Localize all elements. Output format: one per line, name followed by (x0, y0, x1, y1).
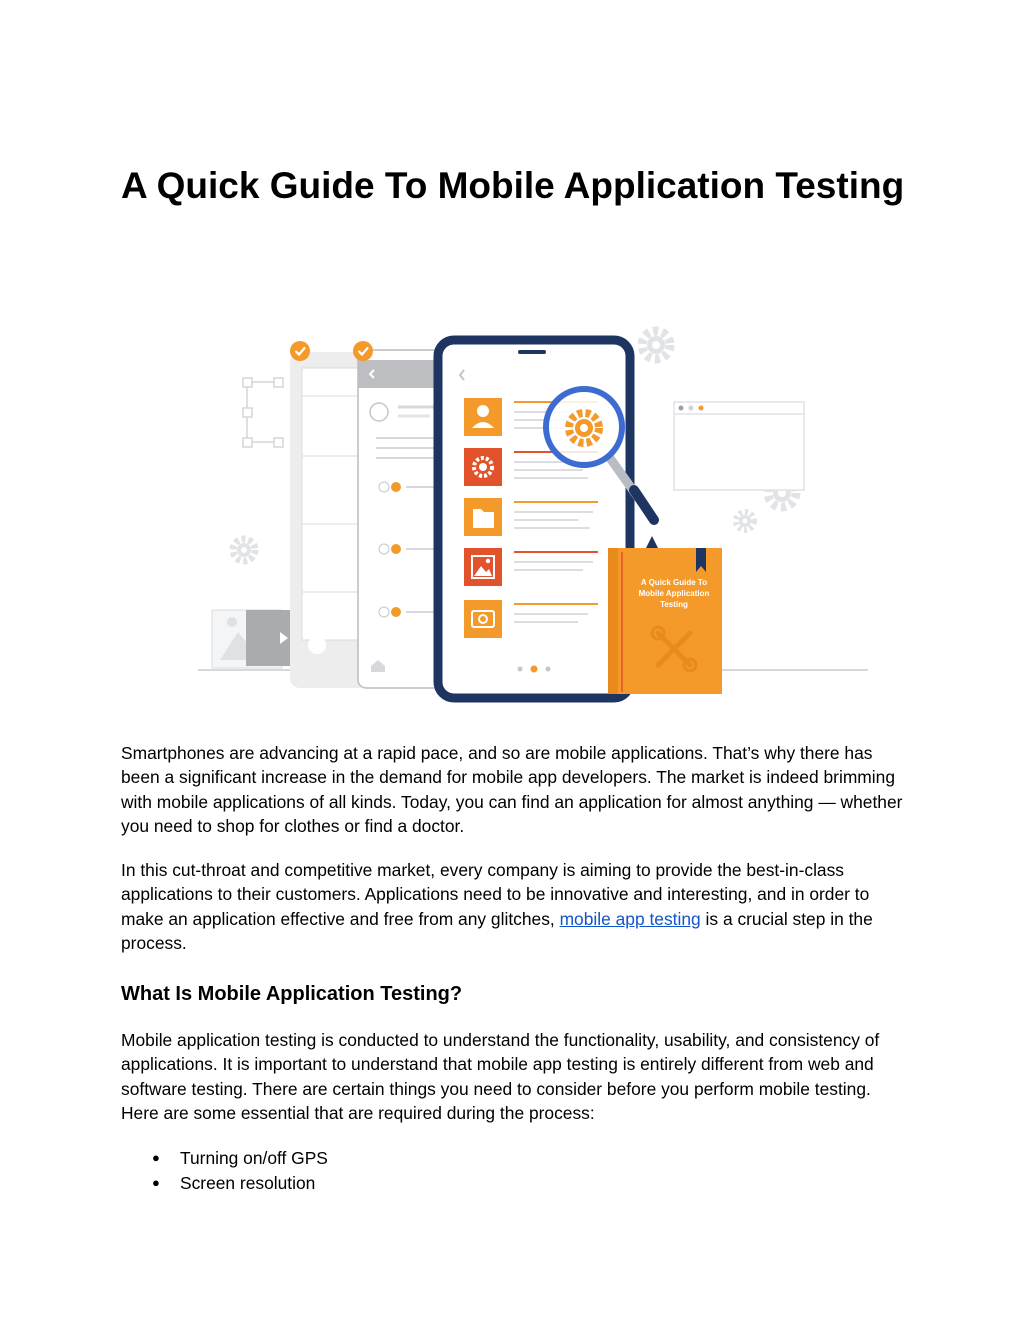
hero-illustration (198, 320, 873, 705)
browser-window-icon (674, 402, 804, 490)
section-heading: What Is Mobile Application Testing? (121, 983, 463, 1005)
book-title-line: Mobile Application (638, 589, 710, 598)
image-icon (464, 548, 502, 586)
bullet-icon: ● (152, 1150, 160, 1165)
user-icon (464, 398, 502, 436)
gear-icon (736, 512, 754, 530)
list-item (121, 1146, 328, 1171)
definition-paragraph: Mobile application testing is conducted to understand the functionality, usability, and consistency of applications. It is important to understand that mobile app testing is entirely different from web and software testing. There are certain things you need to consider before you perform mobile testing. Here are some essential that are required during the process: (121, 1030, 880, 1123)
book-icon (608, 536, 722, 694)
list-item-text: Screen resolution (180, 1172, 316, 1193)
market-paragraph (121, 858, 911, 955)
book-title-line: A Quick Guide To (640, 578, 708, 587)
mobile-app-testing-link[interactable]: mobile app testing (559, 908, 701, 929)
gear-icon (642, 331, 670, 359)
camera-icon (464, 600, 502, 638)
settings-app-icon (464, 448, 502, 486)
requirements-list (121, 1146, 328, 1195)
gear-icon (233, 539, 255, 561)
list-item (121, 1171, 328, 1196)
flowchart-icon (243, 378, 283, 447)
background-phone-2 (358, 350, 446, 688)
bullet-icon: ● (152, 1174, 160, 1190)
background-phone-1 (290, 352, 368, 688)
paragraph-text: In this cut-throat and competitive market, every company is aiming to provide the best-in-class applications to their customers. Applications need to be innovative and interesting, and in order to make an application effective and free from any glitches, (121, 860, 870, 929)
check-badge-icon (353, 341, 373, 361)
image-frame-icon (212, 610, 294, 668)
paragraph-text: is a crucial step in the process. (121, 908, 873, 953)
page-title: A Quick Guide To Mobile Application Testing (121, 165, 905, 206)
intro-paragraph: Smartphones are advancing at a rapid pace, and so are mobile applications. That’s why there has been a significant increase in the demand for mobile app developers. The market is indeed brimming with mobile applications of all kinds. Today, you can find an application for almost anything — whether you need to shop for clothes or find a doctor. (121, 743, 903, 836)
book-title-line: Testing (660, 600, 688, 609)
list-item-text: Turning on/off GPS (180, 1148, 328, 1168)
folder-icon (464, 498, 502, 536)
check-badge-icon (290, 341, 310, 361)
